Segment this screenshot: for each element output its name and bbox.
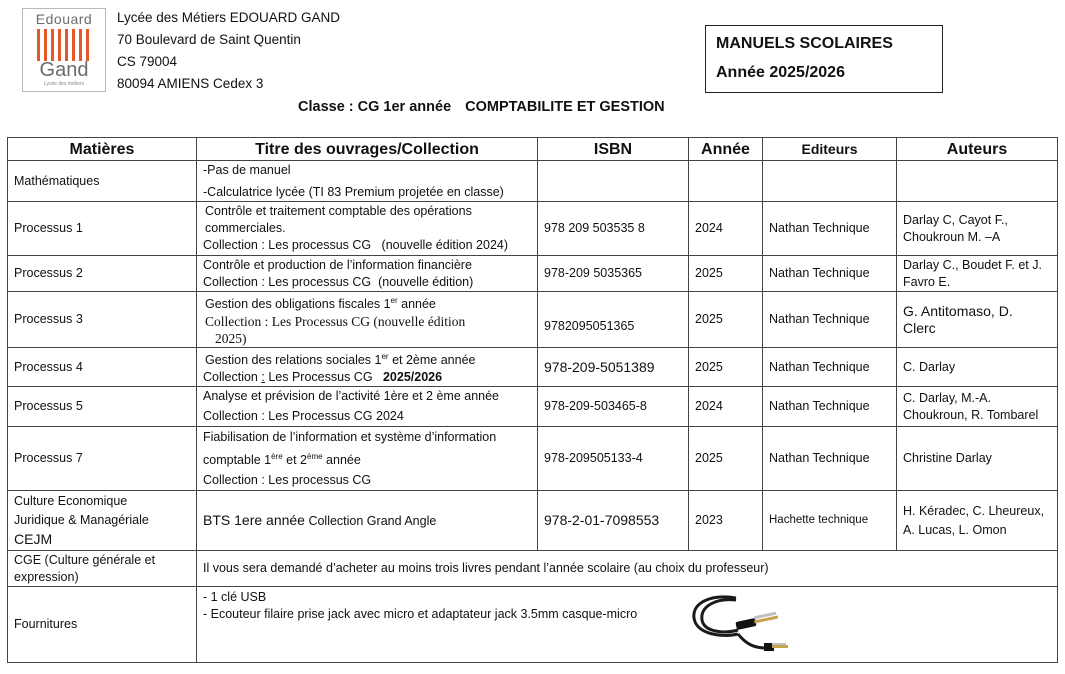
matiere-line: Juridique & Managériale xyxy=(14,513,149,528)
header-annee: Année xyxy=(689,138,763,161)
address-line: 80094 AMIENS Cedex 3 xyxy=(117,76,264,91)
cell-titre xyxy=(197,256,538,292)
cell-auteurs: C. Darlay xyxy=(897,348,1058,387)
cell-matiere: Processus 4 xyxy=(8,348,197,387)
table-row xyxy=(8,292,1058,348)
cell-isbn: 978-2-01-7098553 xyxy=(538,491,689,551)
cell-matiere xyxy=(8,491,197,551)
cell-annee: 2023 xyxy=(689,491,763,551)
table-row xyxy=(8,587,1058,663)
cell-auteurs xyxy=(897,256,1058,292)
cell-isbn xyxy=(538,161,689,202)
titre-line: Analyse et prévision de l’activité 1ère et 2 ème année xyxy=(203,389,500,404)
cell-matiere: Processus 5 xyxy=(8,387,197,427)
cell-isbn xyxy=(538,292,689,348)
address-line: CS 79004 xyxy=(117,54,178,69)
titre-line: Collection : Les processus CG (nouvelle édition) xyxy=(203,274,474,289)
auteur-line: Clerc xyxy=(903,319,936,336)
cell-fournitures xyxy=(197,587,1058,663)
cell-auteurs xyxy=(897,202,1058,256)
cell-annee xyxy=(689,161,763,202)
titre-line: Collection : Les Processus CG 2024 xyxy=(203,409,404,424)
cell-annee: 2025 xyxy=(689,256,763,292)
cell-annee: 2024 xyxy=(689,387,763,427)
titre-line: Collection : Les Processus CG (nouvelle édition xyxy=(205,314,466,330)
school-address xyxy=(117,7,340,95)
header-isbn: ISBN xyxy=(538,138,689,161)
matiere-line: expression) xyxy=(14,569,79,584)
titre-line: comptable 1ère et 2ème année xyxy=(203,452,361,468)
cell-titre xyxy=(197,161,538,202)
titre-line: Collection : Les processus CG xyxy=(203,473,372,488)
cell-cge-note: Il vous sera demandé d’acheter au moins trois livres pendant l’année scolaire (au choix du professeur) xyxy=(197,551,1058,587)
table-row xyxy=(8,551,1058,587)
table-row xyxy=(8,202,1058,256)
logo-text-bottom: Gand xyxy=(39,59,89,81)
titre-line: -Calculatrice lycée (TI 83 Premium projetée en classe) xyxy=(203,184,504,199)
table-row xyxy=(8,348,1058,387)
cell-auteurs xyxy=(897,161,1058,202)
auteur-line: Darlay C, Cayot F., xyxy=(903,212,1008,227)
cell-editeur: Nathan Technique xyxy=(763,292,897,348)
titre-line: commerciales. xyxy=(205,221,286,235)
auteur-line: Choukroun, R. Tombarel xyxy=(903,407,1039,422)
cell-isbn: 978-209-503465-8 xyxy=(538,387,689,427)
cell-isbn: 978-209-5051389 xyxy=(538,348,689,387)
matiere-line: CEJM xyxy=(14,531,53,548)
cell-titre: BTS 1ere année Collection Grand Angle xyxy=(197,491,538,551)
cell-titre xyxy=(197,202,538,256)
school-logo xyxy=(22,8,106,92)
isbn-value: 9782095051365 xyxy=(544,319,635,334)
address-line: 70 Boulevard de Saint Quentin xyxy=(117,32,301,47)
headphone-adapter-image xyxy=(682,588,790,652)
header-matieres: Matières xyxy=(8,138,197,161)
table-header-row xyxy=(8,138,1058,161)
cell-matiere: Processus 7 xyxy=(8,427,197,491)
logo-text-top: Edouard xyxy=(35,11,93,27)
matiere-line: Culture Economique xyxy=(14,494,128,509)
cell-titre xyxy=(197,348,538,387)
cell-annee: 2025 xyxy=(689,292,763,348)
cell-annee: 2024 xyxy=(689,202,763,256)
logo-tagline: Lycée des métiers xyxy=(43,81,85,87)
auteur-line: Choukroun M. –A xyxy=(903,229,1001,244)
auteur-line: G. Antitomaso, D. xyxy=(903,302,1013,319)
cell-editeur: Nathan Technique xyxy=(763,387,897,427)
title-line-1: MANUELS SCOLAIRES xyxy=(716,35,893,52)
cell-isbn: 978-209 5035365 xyxy=(538,256,689,292)
class-label: Classe : CG 1er année xyxy=(298,99,452,115)
titre-line: Gestion des relations sociales 1er et 2ème année xyxy=(205,352,476,368)
title-line-2: Année 2025/2026 xyxy=(716,64,845,81)
cell-annee: 2025 xyxy=(689,348,763,387)
fourniture-line: - 1 clé USB xyxy=(203,590,267,605)
titre-line: Collection : Les Processus CG 2025/2026 xyxy=(203,370,443,385)
auteur-line: H. Kéradec, C. Lheureux, xyxy=(903,503,1045,518)
cell-matiere: Processus 1 xyxy=(8,202,197,256)
cell-auteurs: Christine Darlay xyxy=(897,427,1058,491)
cell-auteurs xyxy=(897,491,1058,551)
titre-line: 2025) xyxy=(215,331,247,347)
header-editeurs: Editeurs xyxy=(763,138,897,161)
titre-line: Fiabilisation de l’information et système d’information xyxy=(203,430,497,445)
header-titre: Titre des ouvrages/Collection xyxy=(197,138,538,161)
class-specialty: COMPTABILITE ET GESTION xyxy=(465,99,665,115)
address-line: Lycée des Métiers EDOUARD GAND xyxy=(117,10,341,25)
cell-auteurs xyxy=(897,292,1058,348)
matiere-line: CGE (Culture générale et xyxy=(14,552,156,567)
cell-editeur xyxy=(763,161,897,202)
table-row xyxy=(8,161,1058,202)
title-box xyxy=(705,25,943,93)
cell-editeur: Nathan Technique xyxy=(763,202,897,256)
cell-isbn: 978 209 503535 8 xyxy=(538,202,689,256)
class-heading xyxy=(298,99,665,115)
titre-line: Contrôle et traitement comptable des opérations xyxy=(205,204,472,218)
cell-editeur: Nathan Technique xyxy=(763,427,897,491)
cell-matiere: Processus 2 xyxy=(8,256,197,292)
table-row xyxy=(8,387,1058,427)
titre-line: Gestion des obligations fiscales 1er année xyxy=(205,296,436,312)
textbook-table xyxy=(7,137,1058,663)
cell-matiere: Processus 3 xyxy=(8,292,197,348)
auteur-line: C. Darlay, M.-A. xyxy=(903,390,991,405)
titre-line: Collection : Les processus CG (nouvelle édition 2024) xyxy=(203,238,509,252)
cell-editeur: Nathan Technique xyxy=(763,256,897,292)
fourniture-line: - Ecouteur filaire prise jack avec micro et adaptateur jack 3.5mm casque-micro xyxy=(203,607,638,622)
cell-titre xyxy=(197,387,538,427)
cell-auteurs xyxy=(897,387,1058,427)
cell-isbn: 978-209505133-4 xyxy=(538,427,689,491)
titre-line: Contrôle et production de l’information financière xyxy=(203,257,472,272)
header-auteurs: Auteurs xyxy=(897,138,1058,161)
cell-matiere: Mathématiques xyxy=(8,161,197,202)
cell-editeur: Hachette technique xyxy=(763,491,897,551)
cell-matiere xyxy=(8,551,197,587)
cell-annee: 2025 xyxy=(689,427,763,491)
logo-bars xyxy=(35,29,93,61)
cell-titre xyxy=(197,427,538,491)
cell-editeur: Nathan Technique xyxy=(763,348,897,387)
cell-matiere: Fournitures xyxy=(8,587,197,663)
auteur-line: A. Lucas, L. Omon xyxy=(903,522,1007,537)
table-row xyxy=(8,256,1058,292)
auteur-line: Darlay C., Boudet F. et J. xyxy=(903,257,1042,272)
cell-titre xyxy=(197,292,538,348)
table-row xyxy=(8,491,1058,551)
table-row xyxy=(8,427,1058,491)
auteur-line: Favro E. xyxy=(903,274,951,289)
titre-line: -Pas de manuel xyxy=(203,162,291,177)
